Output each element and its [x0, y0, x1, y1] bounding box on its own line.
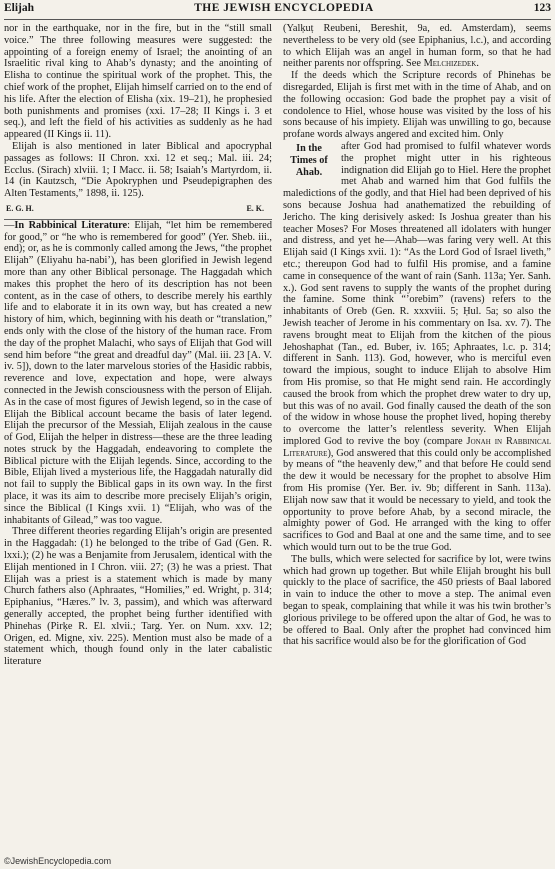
paragraph-text: . — [476, 58, 479, 70]
section-text: : Elijah, “let him be remembered for good,” or “he who is remembered for good” (Yer. Sheb. iii., end); or, as he is commonly called among the Jews, “the prophet Elijah” (Eliyahu ha-nabi’), has been glorified in Jewish legend more than any other Biblical personage. The Haggadah which makes this prophet the hero of its description has not been content, as in the case of others, to describe merely his earthly life and to elaborate it in its own way, but has created a new history of him, which, beginning with his death or “translation,” ends only with the close of the history of the human race. From the day of the prophet Malachi, who says of Elijah that God will send him before “the great and dreadful day” (Mal. iii. 23 [A. V. iv. 5]), down to the later marvelous stories of the Ḥasidic rabbis, reverence and love, expectation and hope, were always connected in the Jewish consciousness with the person of Elijah. As in the case of most figures of Jewish legend, so in the case of Elijah the Biblical account became the basis of later legend. Elijah the precursor of the Messiah, Elijah zealous in the cause of God, Elijah the helper in distress—these are the three leading notes struck by the Haggadah, endeavoring to complete the Biblical picture with the Elijah legends. Since, according to the Bible, Elijah lived a mysterious life, the Haggadah naturally did not fail to supply the Biblical gaps in its own way. In the first place, it was its aim to describe more precisely Elijah’s origin, since the Biblical (I Kings xvii. 1) “Elijah, who was of the inhabitants of Gilead,” was too vague. — [4, 219, 272, 526]
paragraph — [283, 141, 551, 554]
paragraph: If the deeds which the Scripture records of Phinehas be disregarded, Elijah is first met with in the time of Ahab, and on the following occasion: God bade the prophet pay a visit of condolence to Hiel, whose house was visited by the loss of his sons because of his impiety. Elijah was unwilling to go, because profane words always angered and excited him. Only — [283, 70, 551, 141]
copyright-footer: ©JewishEncyclopedia.com — [4, 856, 112, 866]
section-paragraph — [4, 220, 272, 527]
side-heading: In the Times of Ahab. — [290, 142, 328, 178]
paragraph: Elijah is also mentioned in later Biblical and apocryphal passages as follows: II Chron. xxi. 12 et seq.; Mal. iii. 24; Ecclus. (Sirach) xlviii. 1; I Macc. ii. 58; Isaiah’s Martyrdom, ii. 14 (in Kautzsch, “Die Apokryphen und Pseudepigraphen des Alten Testaments,” 1898, ii. 125). — [4, 140, 272, 200]
header-title: THE JEWISH ENCYCLOPEDIA — [194, 2, 374, 14]
page-header — [4, 2, 551, 18]
paragraph — [283, 23, 551, 70]
section-dash: — — [4, 219, 15, 231]
signature-initials-left: E. G. H. — [6, 203, 34, 213]
left-column — [4, 23, 272, 855]
cross-reference-link[interactable]: Jonah in Rabbinical Literature — [283, 435, 551, 459]
author-signature — [6, 203, 264, 215]
signature-initials-right: E. K. — [246, 203, 264, 213]
section-heading: In Rabbinical Literature — [14, 219, 128, 231]
header-rule — [4, 19, 551, 20]
paragraph: Three different theories regarding Elijah’s origin are presented in the Haggadah: (1) he belonged to the tribe of Gad (Gen. R. lxxi.); (2) he was a Benjamite from Jerusalem, identical with the Elijah mentioned in I Chron. viii. 27; (3) he was a priest. That Elijah was a priest is a statement which is made by many Church fathers also (Aphraates, “Homilies,” ed. Wright, p. 314; Epiphanius, “Hæres.” lv. 3, passim), and which was afterward generally accepted, the prophet being further identified with Phinehas (Pirḳe R. El. xlvii.; Targ. Yer. on Num. xxv. 12; Origen, ed. Migne, xiv. 225). Mention must also be made of a statement which, though found only in the later cabalistic literature — [4, 526, 272, 668]
right-column — [283, 23, 551, 855]
header-article-name: Elijah — [4, 2, 35, 14]
paragraph-text: (Yalḳuṭ Reubeni, Bereshit, 9a, ed. Amsterdam), seems nevertheless to be very old (see Epiphanius, l.c.), and according to which Elijah was an angel in human form, so that he had neither parents nor offspring. See — [283, 23, 551, 70]
paragraph: The bulls, which were selected for sacrifice by lot, were twins which had grown up together. But while Elijah brought his bull quickly to the place of sacrifice, the 450 priests of Baal labored in vain to induce the other to move a step. The animal even began to speak, complaining that while it was his twin brother’s glorious privilege to be offered upon the altar of God, he was to be offered to Baal. Only after the prophet had convinced him that his sacrifice would also be for the glorification of God — [283, 553, 551, 648]
paragraph-text: after God had promised to fulfil whatever words the prophet might utter in his righteous indignation did Elijah go to Hiel. Here the prophet met Ahab and warned him that God fulfils the maledictions of the godly, and that Hiel had been deprived of his sons because Joshua had anathematized the rebuilding of Jericho. The king derisively asked: Is Joshua greater than his teacher Moses? For Moses threatened all idolaters with hunger and distress, and yet he—Ahab—was faring very well. At this Elijah said (I Kings xvii. 1): “As the Lord God of Israel liveth,” etc.; thereupon God had to fulfil His promise, and a famine came in consequence of the want of rain (Sanh. 113a; Yer. Sanh. x.). God sent ravens to supply the wants of the prophet during the famine. Some think “’orebim” (ravens) refers to the inhabitants of Oreb (Gen. R. xxxviii. 5; Ḥul. 5a; so also the Jewish teacher of Jerome in his commentary on Isa. xv. 7). The ravens brought meat to Elijah from the kitchen of the pious Jehoshaphat (Tan., ed. Buber, iv. 165; Aphraates, l.c. p. 314; different in Sanh. 113). God, however, who is merciful even toward the impious, sought to induce Elijah to absolve Him from His promise, so that He might send rain. He accordingly caused the brook from which the prophet drew water to dry up, but this was of no avail. God finally caused the death of the son of the widow in whose house the prophet lived, hoping thereby to overcome the latter’s relentless severity. When Elijah implored God to revive the boy (compare — [283, 140, 551, 447]
page-number: 123 — [533, 2, 551, 14]
paragraph: nor in the earthquake, nor in the fire, but in the “still small voice.” The three following measures were suggested: the appointing of a foreign enemy of Israel; the anointing of an Israelitic rival king to Ahab’s dynasty; and the anointing of Elisha to continue the spiritual work of the prophet. This, the chief work of the prophet, Elijah himself carried on to the end of his life. After the election of Elisha (xix. 19–21), he prophesied both punishments and promises (xxi. 17–28; II Kings i. 3 et seq.), and left the field of his activities as suddenly as he had appeared (II Kings ii. 11). — [4, 23, 272, 141]
paragraph-text: ), God answered that this could only be accomplished by means of “the heavenly dew,” and that before He could send the dew it would be necessary for the prophet to absolve Him from His promise (Yer. Ber. iv. 9b; different in Sanh. 113a). Elijah now saw that it would be necessary to yield, and took the opportunity to prove before Ahab, by a second miracle, the almighty power of God. He arranged with the king to offer sacrifices to God and Baal at one and the same time, and to see which would turn out to be the true God. — [283, 447, 551, 554]
cross-reference-link[interactable]: Melchizedek — [423, 58, 477, 70]
